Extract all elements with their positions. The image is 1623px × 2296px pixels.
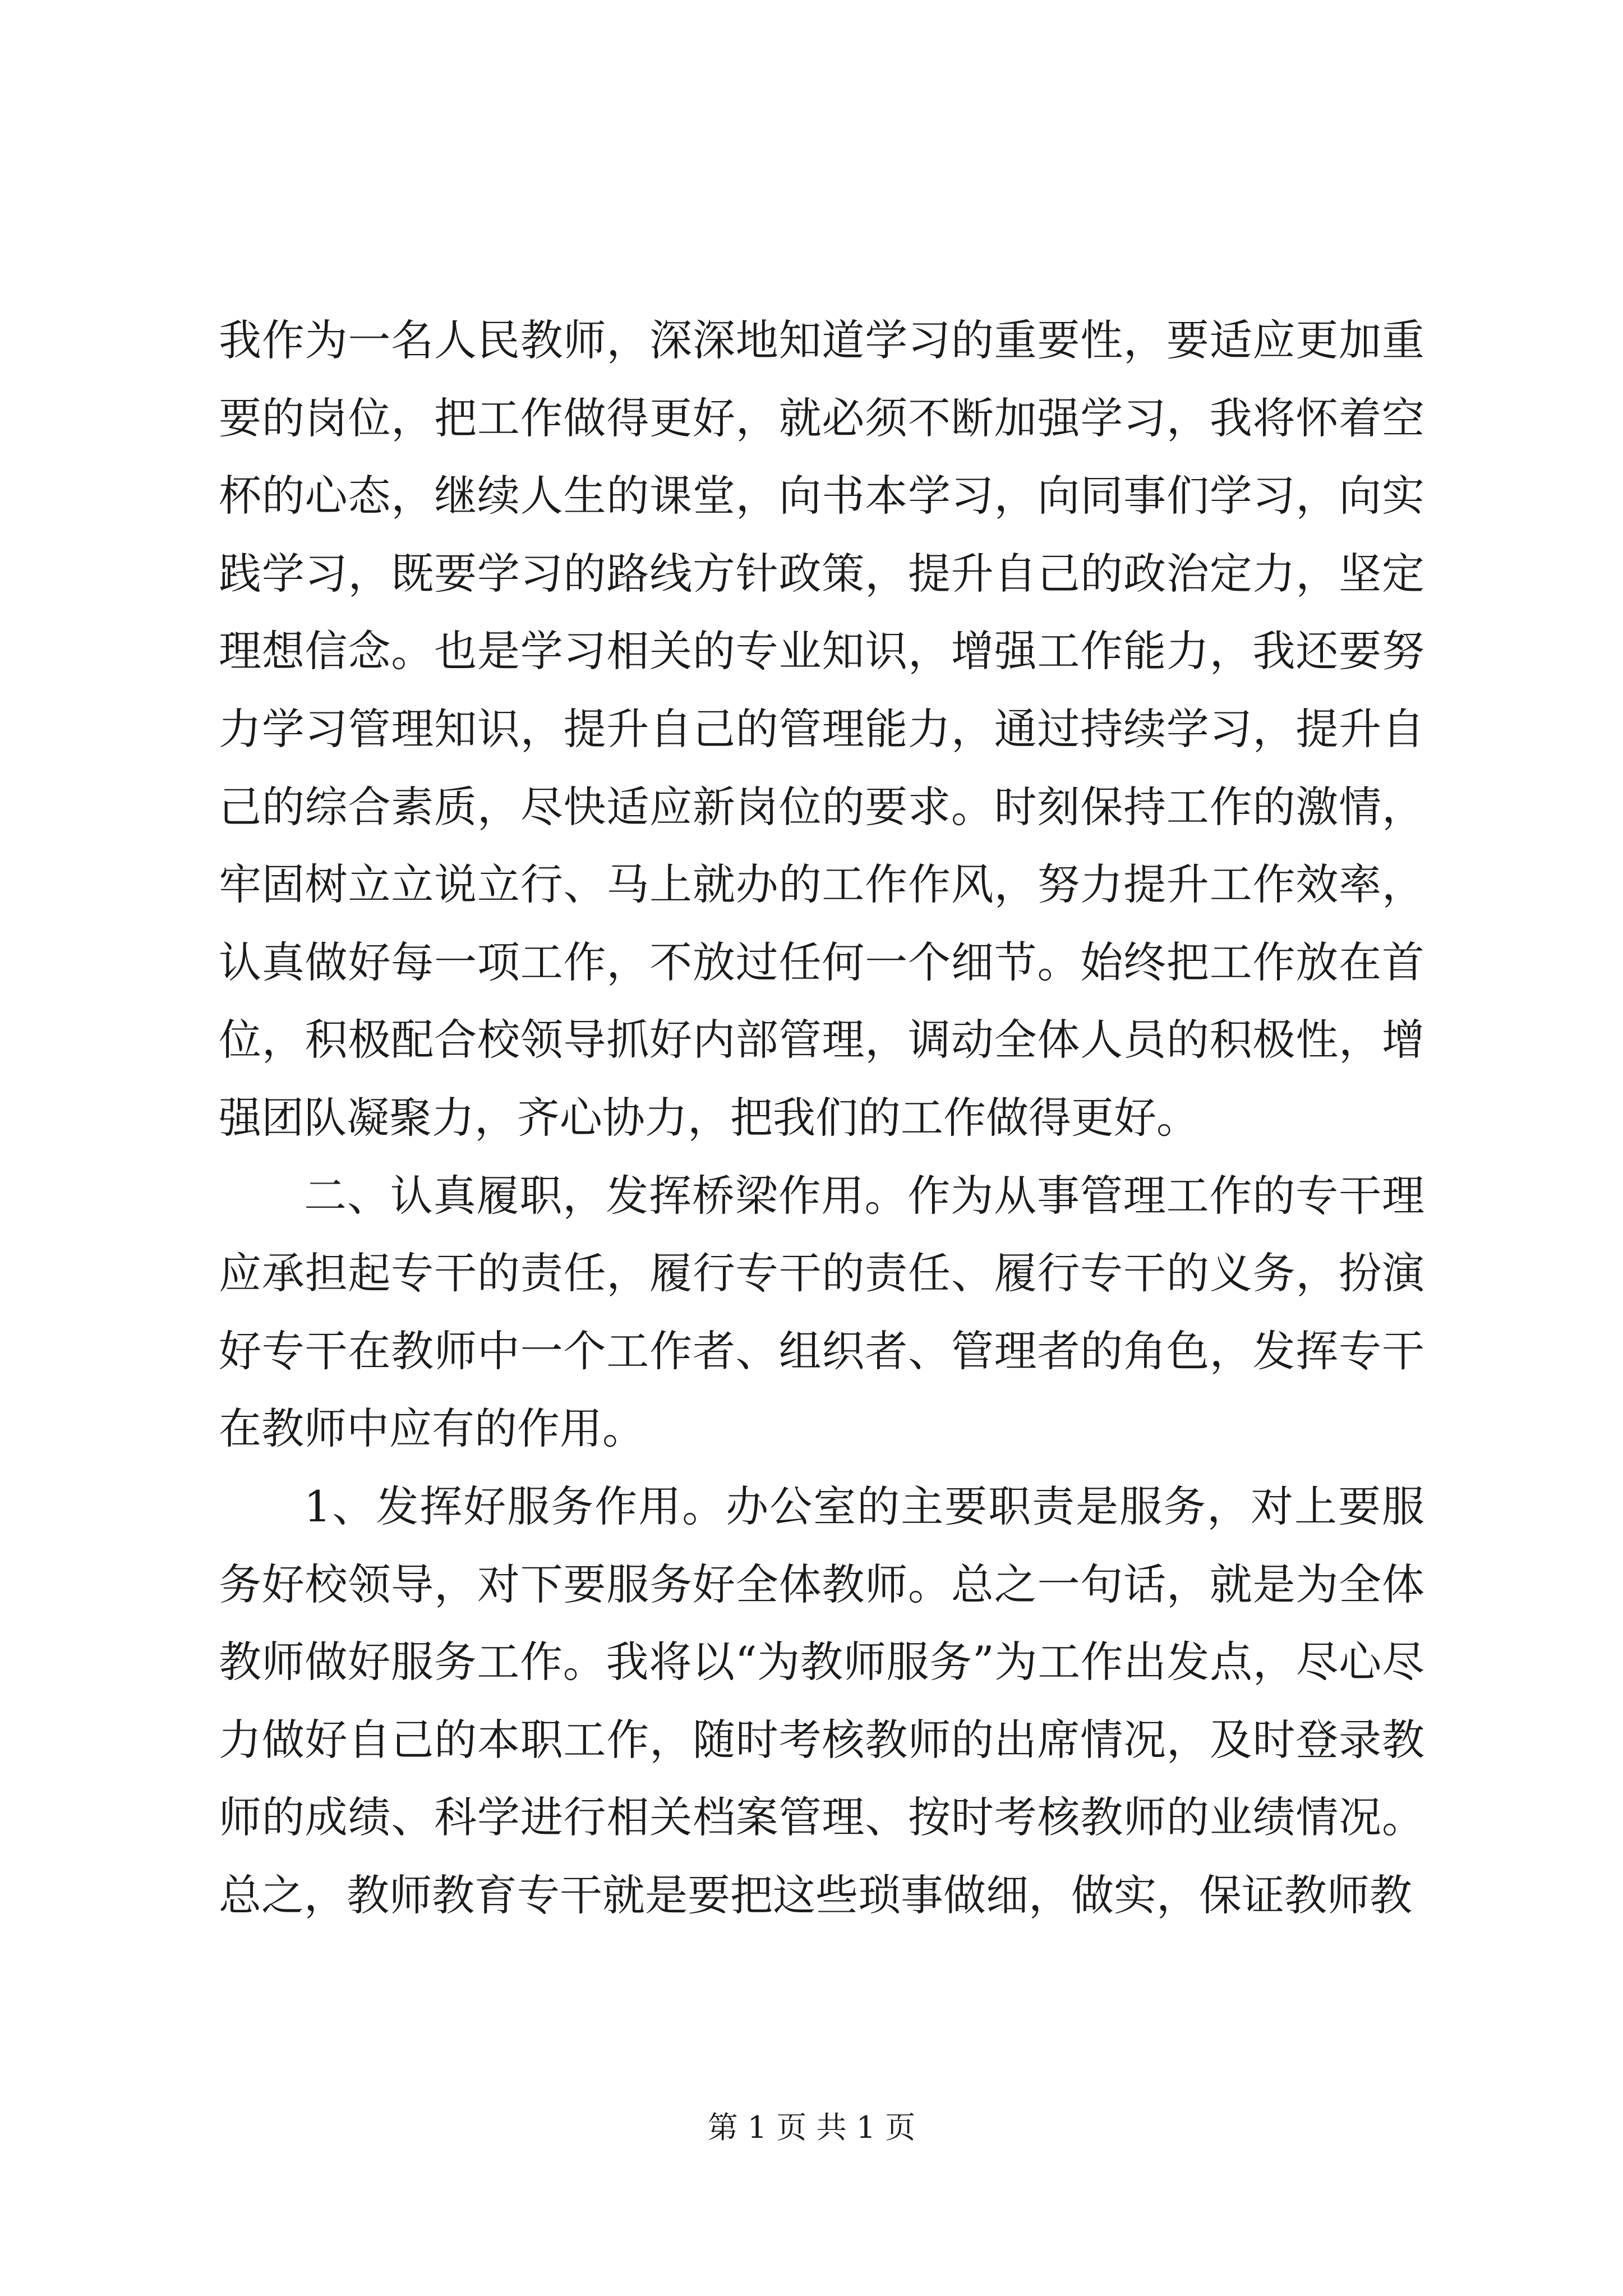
document-body xyxy=(219,302,1424,1934)
paragraph-item-one: 1、发挥好服务作用。办公室的主要职责是服务，对上要服务好校领导，对下要服务好全体教师。总之一句话，就是为全体教师做好服务工作。我将以“为教师服务”为工作出发点，尽心尽力做好自己的本职工作，随时考核教师的出席情况，及时登录教师的成绩、科学进行相关档案管理、按时考核教师的业绩情况。总之，教师教育专干就是要把这些琐事做细，做实，保证教师教 xyxy=(219,1481,1424,1920)
paragraph-section-two: 二、认真履职，发挥桥梁作用。作为从事管理工作的专干理应承担起专干的责任，履行专干的责任、履行专干的义务，扮演好专干在教师中一个工作者、组织者、管理者的角色，发挥专干在教师中应有的作用。 xyxy=(219,1170,1424,1454)
paragraph-continuation: 我作为一名人民教师，深深地知道学习的重要性，要适应更加重要的岗位，把工作做得更好，就必须不断加强学习，我将怀着空杯的心态，继续人生的课堂，向书本学习，向同事们学习，向实践学习，既要学习的路线方针政策，提升自己的政治定力，坚定理想信念。也是学习相关的专业知识，增强工作能力，我还要努力学习管理知识，提升自己的管理能力，通过持续学习，提升自己的综合素质，尽快适应新岗位的要求。时刻保持工作的激情，牢固树立立说立行、马上就办的工作作风，努力提升工作效率，认真做好每一项工作，不放过任何一个细节。始终把工作放在首位，积极配合校领导抓好内部管理，调动全体人员的积极性，增强团队凝聚力，齐心协力，把我们的工作做得更好。 xyxy=(219,315,1424,1143)
page-footer: 第 1 页 共 1 页 xyxy=(707,2110,916,2145)
